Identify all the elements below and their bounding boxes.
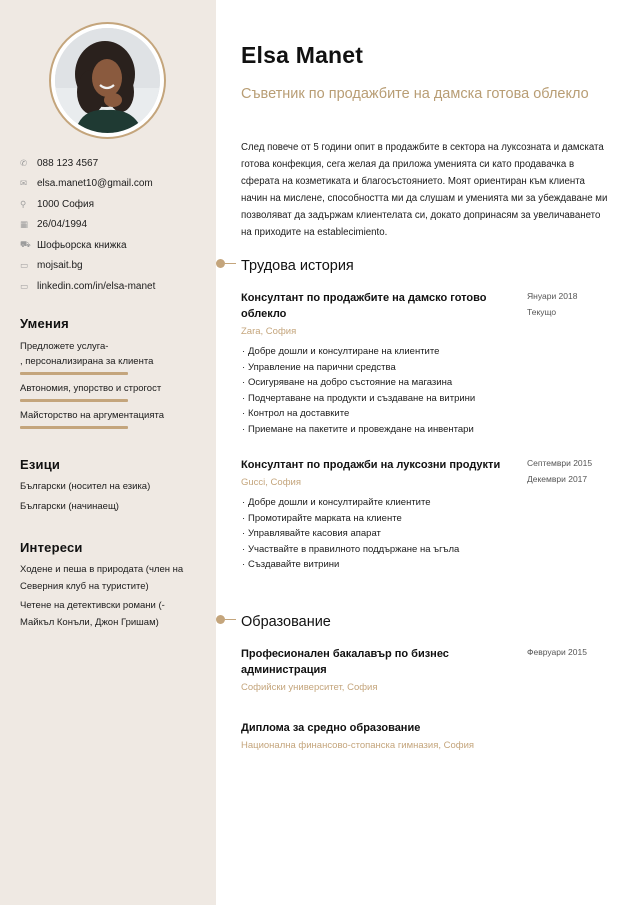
contact-list xyxy=(20,153,210,297)
education-heading: Образование xyxy=(241,614,331,630)
duty-item: · Промотирайте марката на клиенте xyxy=(241,511,511,527)
contact-text: Шофьорска книжка xyxy=(37,239,127,251)
profile-summary: След повече от 5 години опит в продажбите в сектора на луксозната и дамската готова конфекция, сега желая да приложа уменията си като продавачка в сферата на козметиката и благосъстоянието. Моят ориентиран към клиента начин на мислене, способността ми да слушам и уменията ми за убеждаване ми позволяват да задържам клиентелата си, докато допринасям за увеличаването на приходите на establecimiento. xyxy=(241,142,608,238)
education-entry xyxy=(241,720,541,751)
location-icon: ⚲ xyxy=(20,198,27,209)
contact-text: 26/04/1994 xyxy=(37,219,88,231)
job-duties xyxy=(241,344,511,437)
skill-level-bar xyxy=(20,372,128,375)
email-icon: ✉ xyxy=(20,178,28,189)
contact-text: 088 123 4567 xyxy=(37,157,99,169)
section-marker-dot xyxy=(216,259,225,268)
phone-icon: ✆ xyxy=(20,157,28,168)
duty-item: · Създавайте витрини xyxy=(241,557,511,573)
skill-item xyxy=(20,339,200,375)
job-dates xyxy=(527,288,627,320)
job-company: Zara, София xyxy=(241,326,297,337)
duty-item: · Подчертаване на продукти и създаване на витрини xyxy=(241,391,511,407)
section-marker-line xyxy=(225,263,236,264)
job-title: Консултант по продажби на луксозни продукти xyxy=(241,459,501,471)
languages-heading: Езици xyxy=(20,457,61,472)
job-title-subtitle: Съветник по продажбите на дамска готова облекло xyxy=(241,86,589,102)
duty-item: · Осигуряване на добро състояние на магазина xyxy=(241,375,511,391)
contact-birthdate xyxy=(20,215,210,236)
experience-heading: Трудова история xyxy=(241,258,354,274)
duty-item: · Контрол на доставките xyxy=(241,406,511,422)
section-marker-dot xyxy=(216,615,225,624)
degree-title: Професионален бакалавър по бизнес администрация xyxy=(241,648,449,676)
contact-text: 1000 София xyxy=(37,198,95,210)
job-entry xyxy=(241,290,511,437)
contact-license xyxy=(20,235,210,256)
duty-item: · Добре дошли и консултирайте клиентите xyxy=(241,495,511,511)
duty-item: · Добре дошли и консултиране на клиентите xyxy=(241,344,511,360)
job-duties xyxy=(241,495,511,573)
skill-level-bar xyxy=(20,426,128,429)
date-start: Септември 2015 xyxy=(527,458,593,468)
duty-item: · Управление на парични средства xyxy=(241,360,511,376)
job-company: Gucci, София xyxy=(241,477,301,488)
calendar-icon: ▦ xyxy=(20,219,29,230)
interest-item: Четене на детективски романи (- Майкъл Конъли, Джон Гришам) xyxy=(20,600,165,628)
degree-title: Диплома за средно образование xyxy=(241,722,421,734)
contact-text: mojsait.bg xyxy=(37,260,83,272)
duty-item: · Управлявайте касовия апарат xyxy=(241,526,511,542)
job-dates xyxy=(527,455,627,487)
contact-email[interactable] xyxy=(20,174,210,195)
school-name: Софийски университет, София xyxy=(241,682,378,693)
duty-item: · Участвайте в правилното поддържане на ъгъла xyxy=(241,542,511,558)
education-entry xyxy=(241,646,511,693)
job-entry xyxy=(241,457,511,573)
candidate-name: Elsa Manet xyxy=(241,42,364,68)
interests-heading: Интереси xyxy=(20,540,83,555)
language-item: Български (носител на езика) xyxy=(20,481,151,492)
contact-phone[interactable] xyxy=(20,153,210,174)
interest-item: Ходене и пеша в природата (член на Северния клуб на туристите) xyxy=(20,564,184,592)
car-icon: ⛟ xyxy=(20,239,31,250)
skill-item xyxy=(20,381,200,402)
language-item: Български (начинаещ) xyxy=(20,501,119,512)
duty-item: · Приемане на пакетите и провеждане на инвентари xyxy=(241,422,511,438)
job-title: Консултант по продажбите на дамско готово облекло xyxy=(241,292,487,320)
sidebar xyxy=(0,0,216,905)
skills-heading: Умения xyxy=(20,316,69,331)
contact-location xyxy=(20,194,210,215)
skill-label: Автономия, упорство и строгост xyxy=(20,383,162,394)
skill-label: Предложете услуга- , персонализирана за клиента xyxy=(20,341,154,367)
education-date: Февруари 2015 xyxy=(527,647,587,657)
school-name: Национална финансово-стопанска гимназия, София xyxy=(241,740,475,751)
website-icon: ▭ xyxy=(20,260,29,271)
profile-photo xyxy=(55,28,160,133)
linkedin-icon: ▭ xyxy=(20,280,29,291)
contact-text: elsa.manet10@gmail.com xyxy=(37,178,153,190)
date-end: Текущо xyxy=(527,307,557,317)
contact-website[interactable] xyxy=(20,256,210,277)
profile-photo-frame xyxy=(49,22,166,139)
contact-linkedin[interactable] xyxy=(20,276,210,297)
skill-item xyxy=(20,408,200,429)
section-marker-line xyxy=(225,619,236,620)
skill-label: Майсторство на аргументацията xyxy=(20,410,164,421)
date-end: Декември 2017 xyxy=(527,474,588,484)
contact-text: linkedin.com/in/elsa-manet xyxy=(37,280,156,292)
skill-level-bar xyxy=(20,399,128,402)
date-start: Януари 2018 xyxy=(527,291,578,301)
